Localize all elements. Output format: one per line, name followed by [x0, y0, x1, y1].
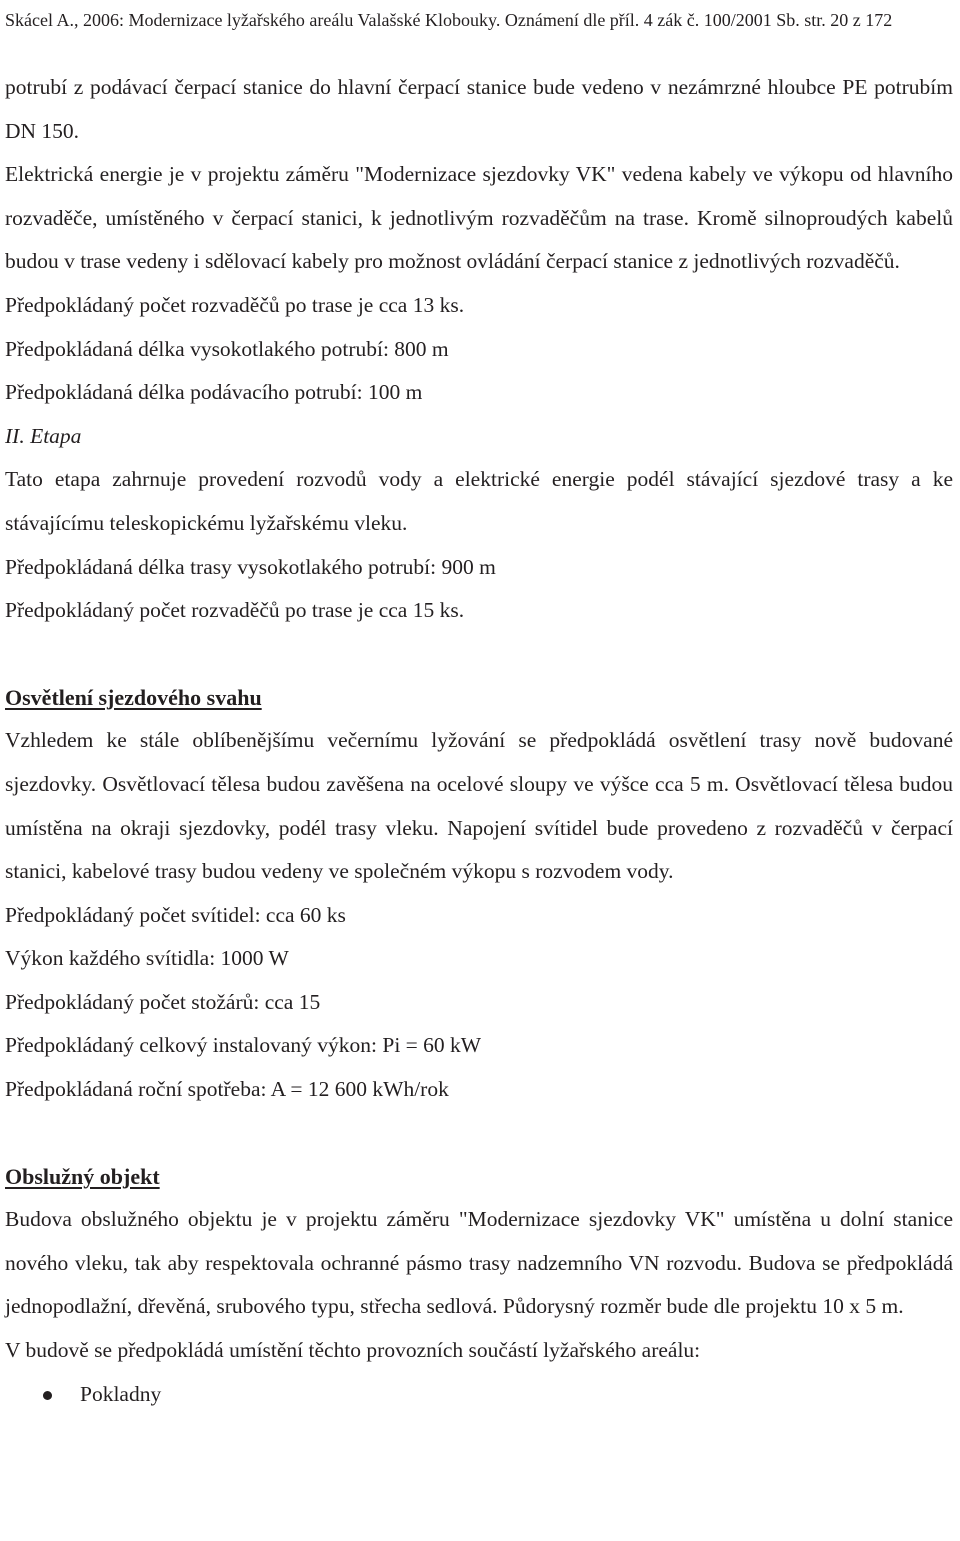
paragraph-electricity: Elektrická energie je v projektu záměru "Modernizace sjezdovky VK" vedena kabely ve výkopu od hlavního rozvaděče, umístěného v čerpací stanici, k jednotlivým rozvaděčům na trase. Kromě silnoproudých kabelů budou v trase vedeny i sdělovací kabely pro možnost ovládání čerpací stanice z jednotlivých rozvaděčů. [5, 162, 953, 274]
line-light-power: Výkon každého svítidla: 1000 W [5, 946, 289, 971]
line-switchboards-count-2: Předpokládaný počet rozvaděčů po trase je cca 15 ks. [5, 598, 465, 623]
document-body [5, 66, 953, 1416]
line-feed-pipe-length: Předpokládaná délka podávacího potrubí: 100 m [5, 380, 423, 405]
line-installed-power: Předpokládaný celkový instalovaný výkon: Pi = 60 kW [5, 1033, 482, 1058]
line-route-length: Předpokládaná délka trasy vysokotlakého potrubí: 900 m [5, 554, 496, 579]
line-building-components-intro: V budově se předpokládá umístění těchto provozních součástí lyžařského areálu: [5, 1338, 701, 1363]
bullet-icon [43, 1391, 52, 1400]
list-item-label: Pokladny [80, 1381, 162, 1406]
line-high-pressure-length: Předpokládaná délka vysokotlakého potrubí: 800 m [5, 336, 449, 361]
spacer [5, 1112, 953, 1155]
section-heading-lighting: Osvětlení sjezdového svahu [5, 684, 262, 710]
components-list [5, 1373, 953, 1417]
line-masts-count: Předpokládaný počet stožárů: cca 15 [5, 989, 321, 1014]
spacer [5, 633, 953, 676]
line-lights-count: Předpokládaný počet svítidel: cca 60 ks [5, 902, 346, 927]
paragraph-stage-2: Tato etapa zahrnuje provedení rozvodů vody a elektrické energie podél stávající sjezdové trasy a ke stávajícímu teleskopickému lyžařskému vleku. [5, 467, 953, 535]
section-heading-service-building: Obslužný objekt [5, 1163, 160, 1189]
paragraph-pipeline: potrubí z podávací čerpací stanice do hlavní čerpací stanice bude vedeno v nezámrzné hloubce PE potrubím DN 150. [5, 75, 953, 143]
stage-title: II. Etapa [5, 423, 82, 448]
paragraph-lighting: Vzhledem ke stále oblíbenějšímu večernímu lyžování se předpokládá osvětlení trasy nově budované sjezdovky. Osvětlovací tělesa budou zavěšena na ocelové sloupy ve výšce cca 5 m. Osvětlovací tělesa budou umístěna na okraji sjezdovky, podél trasy vleku. Napojení svítidel bude provedeno z rozvaděčů v čerpací stanici, kabelové trasy budou vedeny ve společném výkopu s rozvodem vody. [5, 728, 953, 884]
line-switchboards-count-1: Předpokládaný počet rozvaděčů po trase je cca 13 ks. [5, 292, 465, 317]
line-annual-consumption: Předpokládaná roční spotřeba: A = 12 600 kWh/rok [5, 1077, 449, 1102]
document-page [5, 0, 953, 1406]
page-header: Skácel A., 2006: Modernizace lyžařského areálu Valašské Klobouky. Oznámení dle příl. 4 zák č. 100/2001 Sb. str. 20 z 172 [5, 10, 893, 30]
list-item [5, 1373, 953, 1417]
paragraph-service-building: Budova obslužného objektu je v projektu záměru "Modernizace sjezdovky VK" umístěna u dolní stanice nového vleku, tak aby respektovala ochranné pásmo trasy nadzemního VN rozvodu. Budova se předpokládá jednopodlažní, dřevěná, srubového typu, střecha sedlová. Půdorysný rozměr bude dle projektu 10 x 5 m. [5, 1207, 953, 1319]
